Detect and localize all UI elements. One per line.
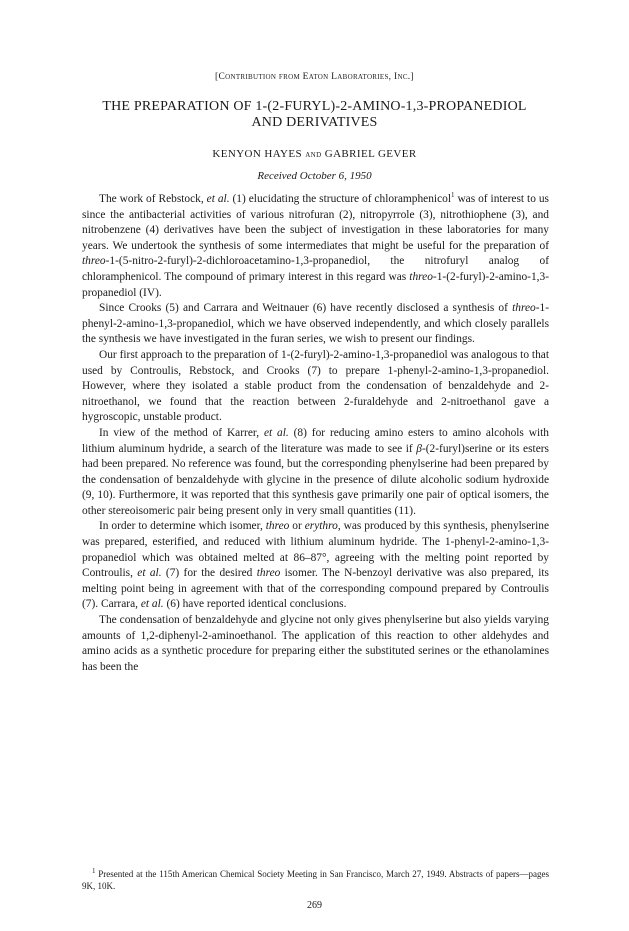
authors (0, 148, 629, 160)
paragraph-4: In view of the method of Karrer, et al. (8) for reducing amino esters to amino alcohols with lithium aluminum hydride, a search of the literature was made to see if β-(2-furyl)serine or its esters had been prepared. No reference was found, but the corresponding phenylserine had been prepared by the condensation of benzaldehyde with glycine in the presence of dilute alcoholic sodium hydroxide (9, 10). Furthermore, it was reported that this synthesis gave primarily one pair of optical isomers, the other stereoisomeric pair being present only in very small quantities (11). (82, 426, 549, 517)
paragraph-5: In order to determine which isomer, threo or erythro, was produced by this synthesis, phenylserine was prepared, esterified, and reduced with lithium aluminum hydride. The 1-phenyl-2-amino-1,3-propanediol which was obtained melted at 86–87°, agreeing with the melting point reported by Controulis, et al. (7) for the desired threo isomer. The N-benzoyl derivative was also prepared, its melting point being in agreement with that of the corresponding compound prepared by Controulis (7). Carrara, et al. (6) have reported identical conclusions. (82, 520, 550, 611)
paper-title (0, 99, 629, 131)
footnote-ref: 1 (450, 191, 455, 200)
paragraph-2: Since Crooks (5) and Carrara and Weitnauer (6) have recently disclosed a synthesis of threo-1-phenyl-2-amino-1,3-propanediol, which we have observed independently, and which closely parallels the synthesis we have investigated in the furan series, we wish to present our findings. (82, 302, 549, 346)
paragraph-1: The work of Rebstock, et al. (1) elucidating the structure of chloramphenicol$^1$ was of interest to us since the antibacterial activities of various nitrofuran (2), nitropyrrole (3), nitrothiophene (3), and nitrobenzene (4) derivatives have been the subject of investigation in these laboratories for many years. We undertook the synthesis of some intermediates that might be useful for the preparation of threo-1-(5-nitro-2-furyl)-2-dichloroacetamino-1,3-propanediol, the nitrofuryl analog of chloramphenicol. The compound of primary interest in this regard was threo-1-(2-furyl)-2-amino-1,3-propanediol (IV). (82, 191, 549, 299)
author-1: KENYON HAYES (212, 148, 303, 160)
author-conjunction: and (305, 149, 322, 160)
author-2: GABRIEL GEVER (324, 148, 417, 160)
received-date: Received October 6, 1950 (257, 170, 372, 182)
contribution-header: [Contribution from Eaton Laboratories, Inc.] (215, 72, 414, 82)
body-text (82, 192, 549, 675)
footnote (82, 868, 549, 892)
paragraph-3: Our first approach to the preparation of 1-(2-furyl)-2-amino-1,3-propanediol was analogous to that used by Controulis, Rebstock, and Crooks (7) to prepare 1-phenyl-2-amino-1,3-propanediol. However, where they isolated a stable product from the condensation of benzaldehyde and 2-nitroethanol, we found that the reaction between 2-furaldehyde and 2-nitroethanol gave a hygroscopic, unstable product. (82, 348, 549, 424)
title-line-2: AND DERIVATIVES (251, 115, 378, 130)
footnote-marker: 1 (92, 867, 96, 875)
page-number: 269 (307, 900, 322, 911)
footnote-text: Presented at the 115th American Chemical Society Meeting in San Francisco, March 27, 1949. Abstracts of papers—pages 9K, 10K. (82, 869, 549, 891)
paragraph-6: The condensation of benzaldehyde and glycine not only gives phenylserine but also yields varying amounts of 1,2-diphenyl-2-aminoethanol. The application of this reaction to other aldehydes and amino acids as a synthetic procedure for preparing either the substituted serines or the ethanolamines has been the (82, 614, 549, 673)
title-line-1: THE PREPARATION OF 1-(2-FURYL)-2-AMINO-1,3-PROPANEDIOL (102, 99, 527, 114)
